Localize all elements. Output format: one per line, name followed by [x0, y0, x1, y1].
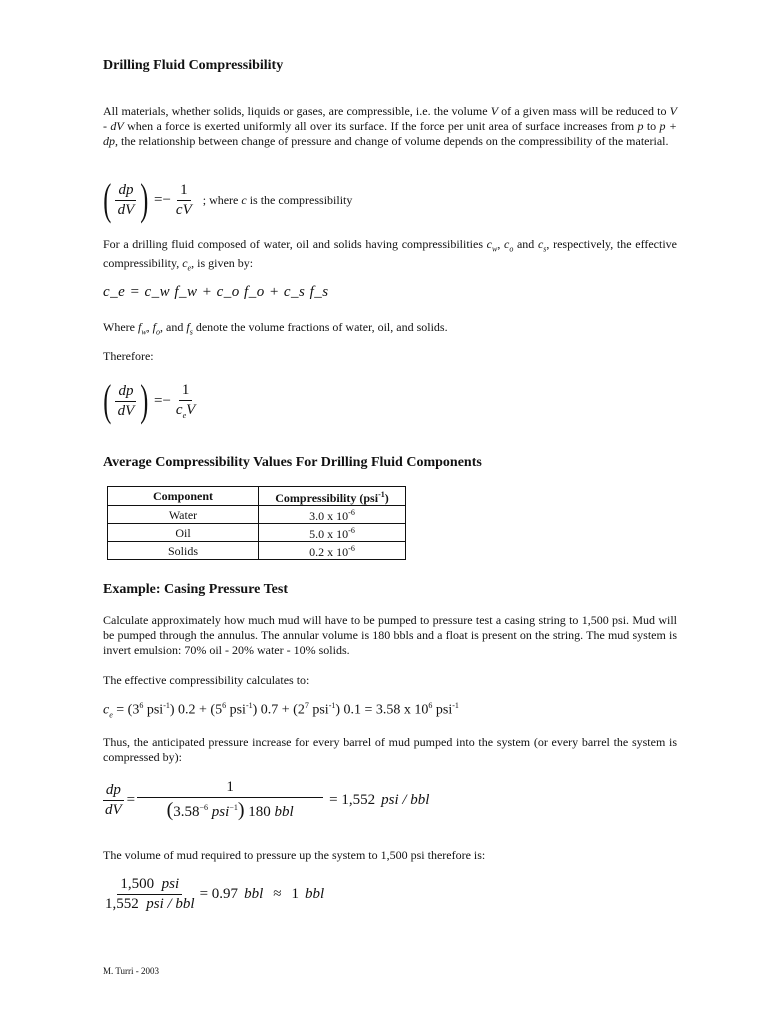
sub-e: e [187, 263, 192, 273]
table-header-row [108, 487, 406, 506]
equation-text: c_e = c_w f_w + c_o f_o + c_s f_s [103, 284, 329, 300]
num-unit: psi [161, 876, 180, 892]
var-c: c [537, 237, 544, 251]
table-row [108, 524, 406, 542]
fraction-rhs [173, 382, 198, 420]
final-unit: bbl [304, 886, 325, 902]
var-f: f [152, 320, 157, 334]
var-v: V [490, 104, 499, 118]
eq-text: = (3 [112, 702, 140, 718]
num-value: 1,500 [120, 876, 155, 892]
den-unit: psi [211, 804, 230, 820]
den-unit: bbl [274, 804, 294, 820]
numerator: 1 [179, 382, 193, 401]
sub-e: e [109, 710, 113, 720]
eq-text: ) 0.2 + (5 [169, 702, 223, 718]
table-row [108, 542, 406, 560]
result-value: = 1,552 [329, 792, 376, 808]
numerator: dp [115, 182, 136, 201]
left-paren: ( [103, 376, 112, 425]
equals-minus: =− [153, 191, 171, 208]
sub-s: s [543, 244, 547, 254]
result-unit: psi / bbl [381, 792, 430, 808]
table-row [108, 506, 406, 524]
sub-o: o [156, 327, 161, 337]
fraction-rhs [173, 182, 195, 219]
cell-value [259, 542, 406, 560]
note-text: Where [103, 320, 138, 334]
den-exp: −1 [229, 803, 238, 812]
intro-text: All materials, whether solids, liquids or gases, are compressible, i.e. the volume [103, 104, 491, 118]
numerator [117, 876, 182, 895]
fraction-dp-dv [115, 383, 138, 420]
eq-exp: -1 [328, 701, 336, 710]
eq-text: psi [226, 702, 246, 718]
paren: ( [166, 799, 174, 821]
sub-w: w [492, 244, 498, 254]
numerator: dp [115, 383, 136, 402]
cell-value [259, 524, 406, 542]
denominator [173, 401, 198, 420]
intro-text: when a force is exerted uniformly all over its surface. If the force per unit area of surface increases from [123, 119, 638, 133]
value-exp: -6 [348, 508, 355, 517]
var-p-dp: p + dp [103, 119, 678, 148]
intro-text: , the relationship between change of pressure and change of volume depends on the compressibility of the material. [115, 134, 669, 148]
cell-component: Solids [108, 542, 259, 560]
value-exp: -6 [348, 526, 355, 535]
equals-minus: =− [153, 392, 171, 409]
var-c: c [504, 237, 510, 251]
equation-effective-value [103, 701, 459, 719]
column-header-component: Component [108, 487, 259, 506]
eq-exp: 6 [222, 701, 227, 710]
eq-exp: -1 [245, 701, 253, 710]
value-exp: -6 [348, 544, 355, 553]
var-f: f [137, 320, 142, 334]
fraction-rhs [137, 779, 323, 822]
sub-e: e [182, 411, 187, 420]
therefore-label: Therefore: [103, 349, 154, 363]
header-text: ) [384, 490, 389, 505]
denominator [102, 895, 198, 913]
denominator: dV [117, 402, 135, 419]
right-paren: ) [140, 376, 149, 425]
equals: = [126, 792, 136, 808]
sub-w: w [141, 327, 147, 337]
eq-text: ) 0.1 = 3.58 x 10 [335, 702, 429, 718]
pressure-increase-paragraph: Thus, the anticipated pressure increase for every barrel of mud pumped into the system (or every barrel the system is compressed by): [103, 735, 677, 764]
sub-o: o [509, 244, 514, 254]
var-v: V [186, 402, 196, 418]
page-title: Drilling Fluid Compressibility [103, 58, 284, 73]
equation-volume-required [102, 876, 324, 913]
eq-text: psi [432, 702, 453, 718]
right-paren: ) [140, 175, 149, 224]
eq-exp: -1 [452, 701, 459, 710]
eq-exp: 7 [304, 701, 309, 710]
den-exp: −6 [199, 803, 209, 812]
var-c: c [182, 256, 188, 271]
den-value: 180 [248, 804, 271, 820]
eq-text: ) 0.7 + (2 [252, 702, 305, 718]
table-title: Average Compressibility Values For Drilling Fluid Components [103, 455, 482, 470]
header-exp: -1 [378, 489, 385, 499]
value-base: 0.2 x 10 [309, 545, 349, 559]
sep: , [497, 237, 504, 251]
eq-exp: -1 [163, 701, 170, 710]
volume-fraction-note [103, 320, 677, 339]
eq-text: psi [143, 702, 164, 718]
example-title: Example: Casing Pressure Test [103, 582, 288, 597]
para-text: , respectively, the effective compressibility, [103, 237, 677, 271]
var-f: f [186, 320, 190, 334]
numerator: 1 [137, 779, 323, 798]
numerator: 1 [177, 182, 191, 201]
denominator: cV [175, 201, 192, 218]
header-text: Compressibility (psi [275, 490, 379, 505]
intro-paragraph [103, 104, 677, 149]
volume-required-label: The volume of mud required to pressure up the system to 1,500 psi therefore is: [103, 848, 486, 862]
note-text: ; where [202, 192, 242, 207]
numerator: dp [103, 782, 124, 801]
den-value: 3.58 [173, 804, 200, 820]
eq-exp: 6 [139, 701, 144, 710]
note-text: is the compressibility [246, 192, 353, 207]
cell-component: Oil [108, 524, 259, 542]
effective-compressibility-label: The effective compressibility calculates to: [103, 673, 310, 687]
fraction-dp-dv [102, 782, 125, 819]
cell-component: Water [108, 506, 259, 524]
fraction-volume [102, 876, 198, 913]
fraction-dp-dv [115, 182, 138, 219]
para-text: For a drilling fluid composed of water, oil and solids having compressibilities [103, 237, 487, 251]
paren: ) [237, 799, 245, 821]
sep: , [146, 320, 153, 334]
sep: , and [160, 320, 187, 334]
value-base: 5.0 x 10 [309, 527, 349, 541]
den-unit: psi / bbl [146, 896, 195, 912]
denominator [164, 798, 297, 822]
effective-compressibility-paragraph [103, 237, 677, 276]
intro-text: of a given mass will be reduced to [498, 104, 670, 118]
result-value: = 0.97 [199, 886, 239, 902]
var-c: c [241, 192, 247, 207]
result-unit: bbl [244, 886, 264, 902]
var-c: c [486, 237, 492, 251]
var-v-dv: V - dV [103, 104, 677, 133]
eq-exp: 6 [428, 701, 433, 710]
equation-pressure-per-bbl [102, 779, 429, 822]
sep: and [513, 237, 538, 251]
equation-compressibility-effective [100, 376, 198, 425]
var-c: c [103, 702, 110, 718]
sub-s: s [189, 327, 193, 337]
eq-text: psi [308, 702, 329, 718]
note-text: denote the volume fractions of water, oil, and solids. [192, 320, 448, 334]
equation-effective-compressibility [103, 284, 329, 301]
approx-symbol: ≈ [273, 886, 282, 902]
equation-compressibility [100, 175, 353, 224]
intro-text: to [643, 119, 660, 133]
footer-author: M. Turri - 2003 [103, 966, 160, 976]
final-value: 1 [291, 886, 299, 902]
var-p: p [637, 119, 644, 133]
example-paragraph: Calculate approximately how much mud will have to be pumped to pressure test a casing string to 1,500 psi. Mud will be pumped through the annulus. The annular volume is 180 bbls and a float is present on the string. The mud system is invert emulsion: 70% oil - 20% water - 10% solids. [103, 613, 677, 657]
value-base: 3.0 x 10 [309, 509, 349, 523]
denominator: dV [105, 802, 122, 818]
denominator: dV [117, 201, 135, 218]
den-value: 1,552 [105, 896, 139, 912]
cell-value [259, 506, 406, 524]
para-text: , is given by: [191, 256, 254, 271]
equation-note [203, 193, 353, 208]
var-c: c [175, 402, 183, 418]
column-header-compressibility [259, 487, 406, 506]
compressibility-table [107, 486, 406, 560]
left-paren: ( [103, 175, 112, 224]
